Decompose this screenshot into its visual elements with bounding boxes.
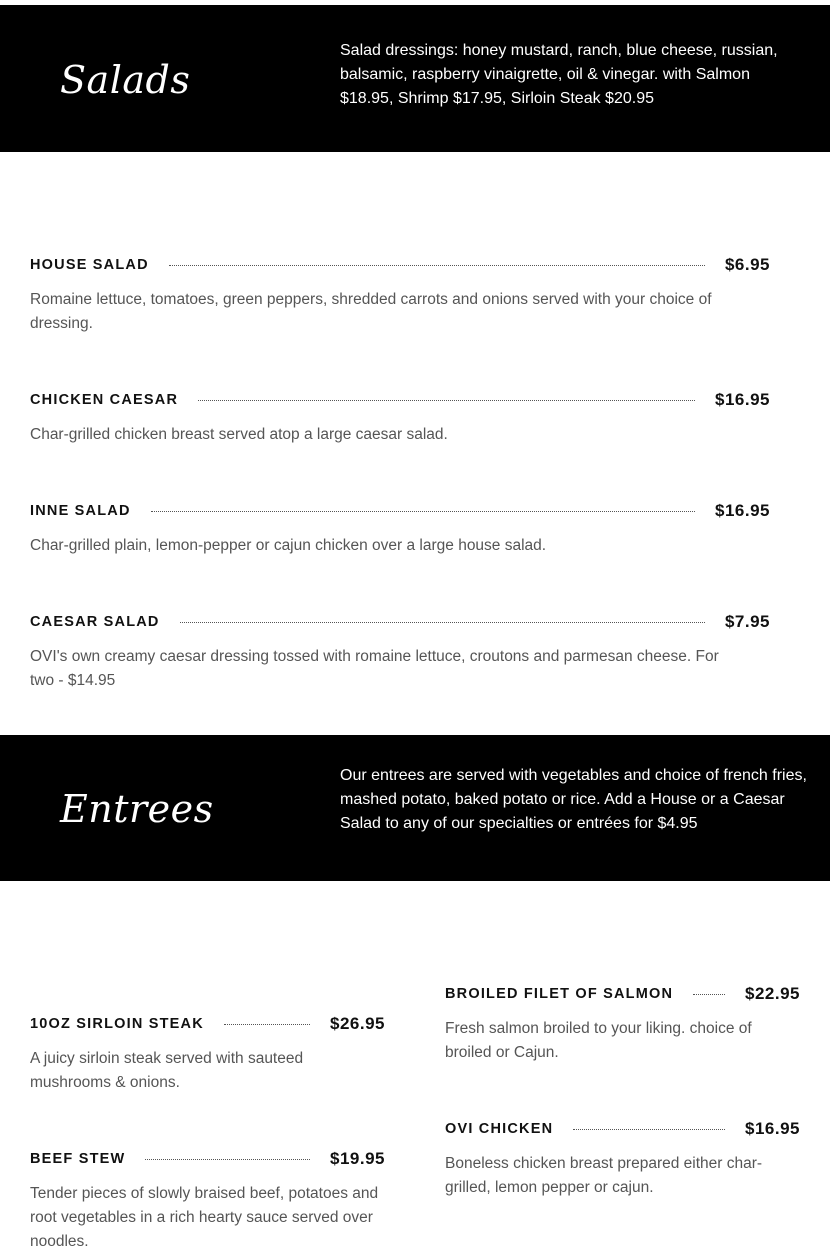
item-description: OVI's own creamy caesar dressing tossed with romaine lettuce, croutons and parmesan cheese. For two - $14.95 [30,648,719,689]
menu-item-house-salad [30,254,770,336]
salads-note: Salad dressings: honey mustard, ranch, blue cheese, russian, balsamic, raspberry vinaigrette, oil & vinegar. with Salmon $18.95, Shrimp $17.95, Sirloin Steak $20.95 [340,42,778,107]
item-name: HOUSE SALAD [30,257,149,273]
dotted-leader [198,400,695,401]
menu-item-sirloin-steak [30,1013,385,1095]
dotted-leader [693,994,725,995]
item-name: INNE SALAD [30,503,131,519]
salads-banner [0,5,830,152]
item-price: $19.95 [330,1149,385,1168]
entrees-note: Our entrees are served with vegetables and choice of french fries, mashed potato, baked potato or rice. Add a House or a Caesar Salad to any of our specialties or entrées for $4.95 [340,767,807,832]
item-description: Fresh salmon broiled to your liking. choice of broiled or Cajun. [445,1020,752,1061]
item-description: Boneless chicken breast prepared either char-grilled, lemon pepper or cajun. [445,1155,763,1196]
item-price: $26.95 [330,1014,385,1033]
item-description: Char-grilled chicken breast served atop a large caesar salad. [30,426,448,443]
menu-item-beef-stew [30,1148,385,1254]
item-description: Char-grilled plain, lemon-pepper or cajun chicken over a large house salad. [30,537,547,554]
menu-item-broiled-salmon [445,983,800,1065]
dotted-leader [169,265,705,266]
item-price: $6.95 [724,255,770,274]
item-name: OVI CHICKEN [445,1121,554,1137]
item-price: $7.95 [724,612,770,631]
dotted-leader [180,622,705,623]
menu-item-chicken-caesar [30,389,770,447]
menu-item-ovi-chicken [445,1118,800,1200]
item-description: Tender pieces of slowly braised beef, potatoes and root vegetables in a rich hearty sauce served over noodles. [30,1185,379,1250]
dotted-leader [145,1159,310,1160]
dotted-leader [151,511,695,512]
item-name: 10OZ SIRLOIN STEAK [30,1016,204,1032]
menu-item-inne-salad [30,500,770,558]
salads-title: Salads [60,58,191,102]
menu-item-caesar-salad [30,611,770,693]
item-price: $22.95 [745,984,800,1003]
dotted-leader [224,1024,310,1025]
entrees-title: Entrees [60,787,214,831]
item-name: BEEF STEW [30,1151,126,1167]
entrees-banner [0,735,830,881]
dotted-leader [573,1129,725,1130]
item-description: Romaine lettuce, tomatoes, green peppers, shredded carrots and onions served with your choice of dressing. [30,291,712,332]
item-price: $16.95 [745,1119,800,1138]
item-price: $16.95 [715,390,770,409]
item-name: CHICKEN CAESAR [30,392,179,408]
item-name: BROILED FILET OF SALMON [445,986,674,1002]
item-name: CAESAR SALAD [30,614,160,630]
item-price: $16.95 [715,501,770,520]
item-description: A juicy sirloin steak served with sauteed mushrooms & onions. [30,1050,304,1091]
